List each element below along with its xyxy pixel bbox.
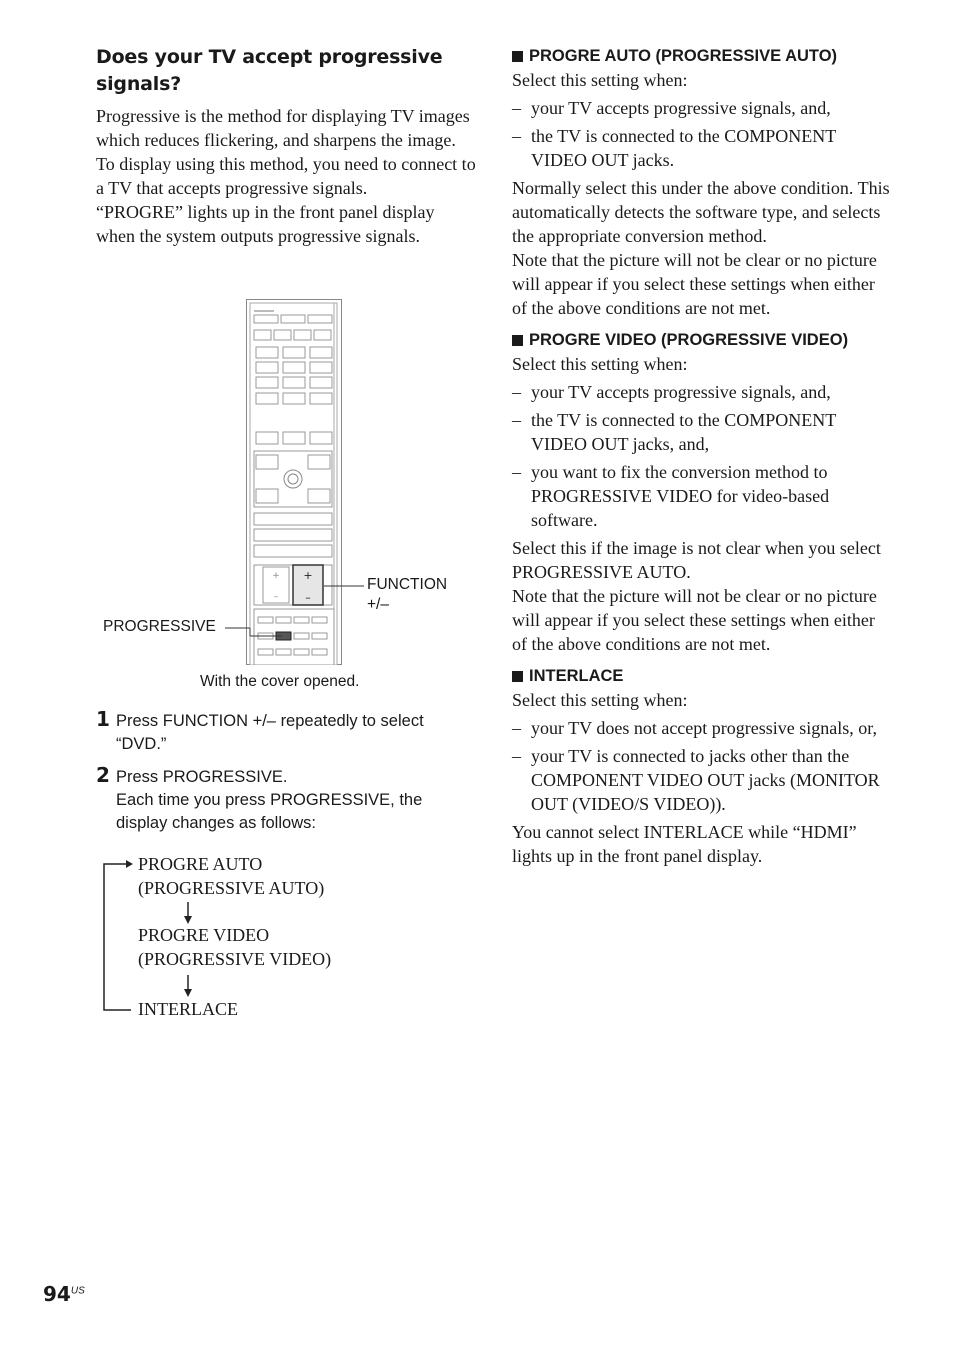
bullet-item: – the TV is connected to the COMPONENT VIDEO OUT jacks, and, bbox=[512, 410, 836, 454]
page-number-text: 94 bbox=[43, 1282, 71, 1306]
setting-section bbox=[512, 664, 892, 868]
intro-paragraph: “PROGRE” lights up in the front panel display when the system outputs progressive signals. bbox=[96, 202, 435, 246]
square-bullet-icon bbox=[512, 671, 523, 682]
flow-step-line1: PROGRE AUTO bbox=[138, 854, 263, 874]
flow-step bbox=[138, 923, 331, 971]
step-number: 1 bbox=[96, 707, 110, 731]
flow-loop-arrow bbox=[100, 860, 140, 1012]
function-label-sub: +/– bbox=[367, 596, 389, 613]
progressive-label: PROGRESSIVE bbox=[103, 618, 216, 635]
svg-text:–: – bbox=[305, 591, 311, 604]
bullet-text: your TV is connected to jacks other than the COMPONENT VIDEO OUT jacks (MONITOR OUT (VIDEO/S VIDEO)). bbox=[531, 746, 880, 814]
step-number: 2 bbox=[96, 763, 110, 787]
setting-intro: Select this setting when: bbox=[512, 70, 688, 90]
flow-step bbox=[138, 852, 324, 900]
bullet-text: your TV does not accept progressive signals, or, bbox=[531, 718, 878, 738]
flow-down-arrow bbox=[182, 902, 194, 924]
bullet-text: your TV accepts progressive signals, and, bbox=[531, 382, 831, 402]
flow-step-line2: (PROGRESSIVE VIDEO) bbox=[138, 949, 332, 969]
page-number bbox=[43, 1282, 85, 1306]
setting-heading-text: PROGRE AUTO (PROGRESSIVE AUTO) bbox=[529, 47, 838, 65]
flow-step: INTERLACE bbox=[138, 999, 238, 1019]
figure-caption: With the cover opened. bbox=[200, 673, 360, 690]
flow-down-arrow bbox=[182, 975, 194, 997]
intro-paragraph: Progressive is the method for displaying TV images which reduces flickering, and sharpens the image. To display using this method, you need to connect to a TV that accepts progressive signals. bbox=[96, 106, 476, 198]
page-number-suffix: US bbox=[70, 1285, 85, 1297]
bullet-text: you want to fix the conversion method to PROGRESSIVE VIDEO for video-based software. bbox=[531, 462, 830, 530]
setting-section bbox=[512, 328, 892, 656]
bullet-item: – the TV is connected to the COMPONENT VIDEO OUT jacks. bbox=[512, 126, 836, 170]
bullet-item: – your TV accepts progressive signals, and, bbox=[512, 98, 831, 118]
intro-text bbox=[96, 104, 476, 248]
setting-heading bbox=[512, 328, 892, 352]
steps-list bbox=[96, 707, 476, 845]
setting-body: Note that the picture will not be clear or no picture will appear if you select these settings when either of the above conditions are not met. bbox=[512, 586, 877, 654]
step-item bbox=[96, 707, 476, 756]
bullet-text: the TV is connected to the COMPONENT VIDEO OUT jacks. bbox=[531, 126, 836, 170]
flow-step-line1: PROGRE VIDEO bbox=[138, 925, 270, 945]
figure-leader-lines bbox=[200, 570, 380, 650]
bullet-item: – you want to fix the conversion method to PROGRESSIVE VIDEO for video-based software. bbox=[512, 462, 830, 530]
settings-column bbox=[512, 44, 892, 876]
function-label bbox=[367, 575, 447, 615]
setting-section bbox=[512, 44, 892, 320]
setting-heading bbox=[512, 664, 892, 688]
setting-body: You cannot select INTERLACE while “HDMI” lights up in the front panel display. bbox=[512, 822, 857, 866]
step-subtext: Each time you press PROGRESSIVE, the display changes as follows: bbox=[116, 791, 423, 832]
setting-heading-text: PROGRE VIDEO (PROGRESSIVE VIDEO) bbox=[529, 331, 849, 349]
setting-intro: Select this setting when: bbox=[512, 354, 688, 374]
step-item bbox=[96, 763, 476, 835]
svg-text:–: – bbox=[273, 592, 279, 602]
setting-intro: Select this setting when: bbox=[512, 690, 688, 710]
setting-body: Note that the picture will not be clear or no picture will appear if you select these settings when either of the above conditions are not met. bbox=[512, 250, 877, 318]
bullet-item: – your TV does not accept progressive signals, or, bbox=[512, 718, 878, 738]
square-bullet-icon bbox=[512, 51, 523, 62]
svg-text:+: + bbox=[272, 571, 280, 581]
setting-heading bbox=[512, 44, 892, 68]
function-label-text: FUNCTION bbox=[367, 576, 448, 593]
flow-step-line2: (PROGRESSIVE AUTO) bbox=[138, 878, 325, 898]
setting-body: Normally select this under the above condition. This automatically detects the software type, and selects the appropriate conversion method. bbox=[512, 178, 890, 246]
section-heading: Does your TV accept progressive signals? bbox=[96, 46, 443, 95]
setting-body: Select this if the image is not clear when you select PROGRESSIVE AUTO. bbox=[512, 538, 881, 582]
setting-heading-text: INTERLACE bbox=[529, 667, 624, 685]
bullet-item: – your TV accepts progressive signals, and, bbox=[512, 382, 831, 402]
bullet-text: the TV is connected to the COMPONENT VIDEO OUT jacks, and, bbox=[531, 410, 836, 454]
bullet-item: – your TV is connected to jacks other than the COMPONENT VIDEO OUT jacks (MONITOR OUT (VIDEO/S VIDEO)). bbox=[512, 746, 880, 814]
square-bullet-icon bbox=[512, 335, 523, 346]
svg-text:+: + bbox=[303, 569, 313, 582]
bullet-text: your TV accepts progressive signals, and, bbox=[531, 98, 831, 118]
step-text: Press FUNCTION +/– repeatedly to select “DVD.” bbox=[116, 712, 424, 753]
step-text: Press PROGRESSIVE. bbox=[116, 768, 288, 786]
